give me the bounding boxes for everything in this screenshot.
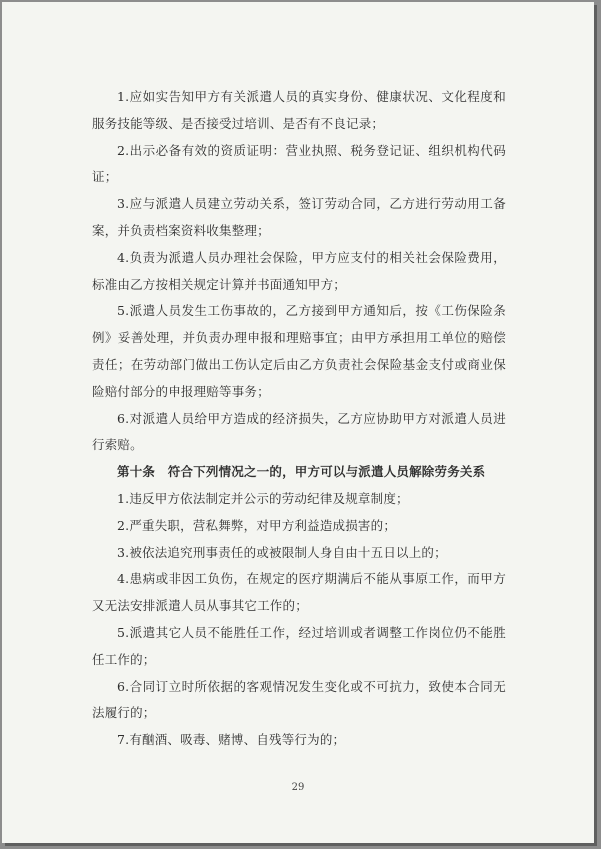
page-number: 29: [291, 782, 305, 793]
paragraph-12: 6.合同订立时所依据的客观情况发生变化或不可抗力，致使本合同无法履行的；: [92, 678, 506, 721]
document-page: [2, 2, 594, 843]
paragraph-7: 1.违反甲方依法制定并公示的劳动纪律及规章制度；: [117, 490, 409, 506]
paragraph-1: 1.应如实告知甲方有关派遣人员的真实身份、健康状况、文化程度和服务技能等级、是否接受过培训、是否有不良记录；: [92, 89, 506, 131]
paragraph-13: 7.有酗酒、吸毒、赌博、自残等行为的；: [117, 732, 346, 748]
document-body: [92, 84, 506, 754]
paragraph-4: 4.负责为派遣人员办理社会保险，甲方应支付的相关社会保险费用，标准由乙方按相关规定计算并书面通知甲方；: [92, 249, 506, 292]
paragraph-6: 6.对派遣人员给甲方造成的经济损失，乙方应协助甲方对派遣人员进行索赔。: [92, 410, 506, 453]
paragraph-2: 2.出示必备有效的资质证明：营业执照、税务登记证、组织机构代码证；: [92, 142, 506, 185]
paragraph-11: 5.派遣其它人员不能胜任工作，经过培训或者调整工作岗位仍不能胜任工作的；: [92, 624, 506, 667]
paragraph-10: 4.患病或非因工负伤，在规定的医疗期满后不能从事原工作，而甲方又无法安排派遣人员从事其它工作的；: [92, 571, 506, 614]
paragraph-5: 5.派遣人员发生工伤事故的，乙方接到甲方通知后，按《工伤保险条例》妥善处理，并负责办理申报和理赔事宜；由甲方承担用工单位的赔偿责任；在劳动部门做出工伤认定后由乙方负责社会保险基金支付或商业保险赔付部分的申报理赔等事务；: [92, 303, 506, 399]
paragraph-9: 3.被依法追究刑事责任的或被限制人身自由十五日以上的；: [117, 544, 447, 560]
article-10-heading: 第十条 符合下列情况之一的，甲方可以与派遣人员解除劳务关系: [117, 464, 486, 480]
paragraph-8: 2.严重失职，营私舞弊，对甲方利益造成损害的；: [117, 517, 397, 533]
paragraph-3: 3.应与派遣人员建立劳动关系，签订劳动合同，乙方进行劳动用工备案，并负责档案资料收集整理；: [92, 196, 506, 238]
